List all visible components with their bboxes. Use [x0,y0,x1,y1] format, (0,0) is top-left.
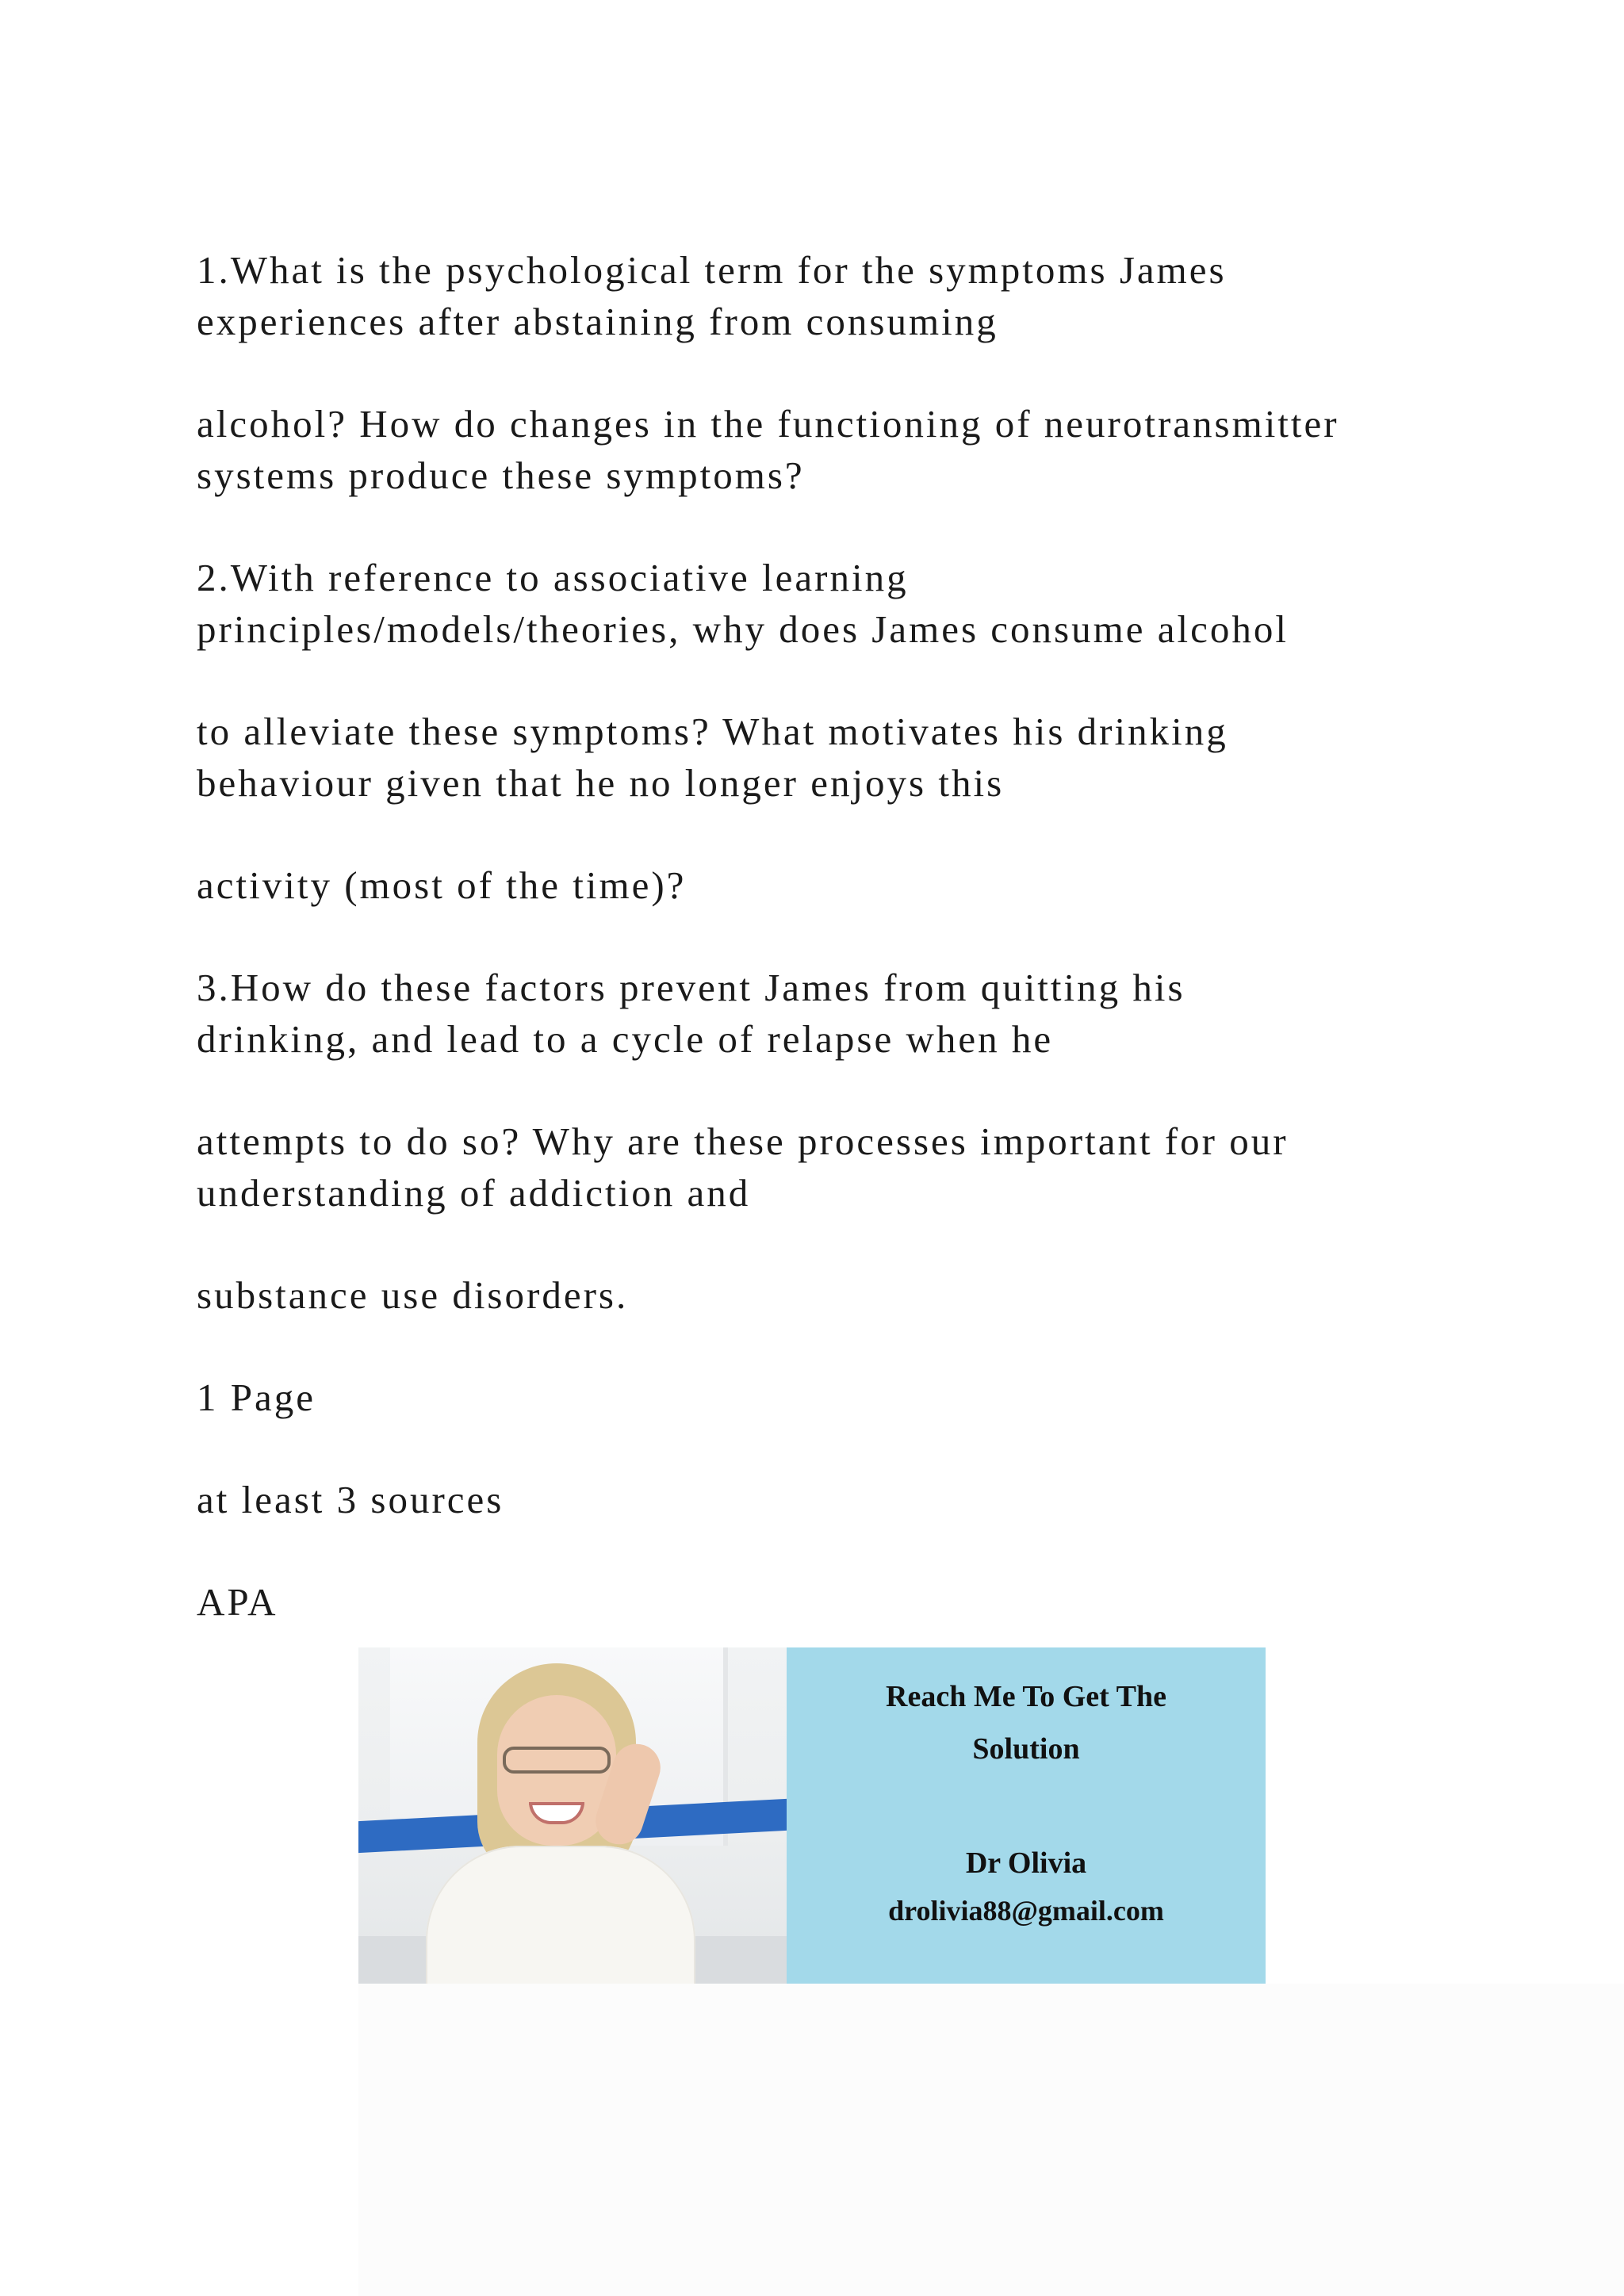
paragraph-q1-part2: alcohol? How do changes in the functioning of neurotransmitter systems produce these symptoms? [197,402,1339,497]
paragraph-q3-part3: substance use disorders. [197,1273,629,1317]
paragraph-q3-part1: 3.How do these factors prevent James from quitting his drinking, and lead to a cycle of relapse when he [197,966,1185,1061]
smiling-woman-photo [358,1647,787,1984]
banner-headline-line1: Reach Me To Get The [886,1680,1166,1713]
paragraph-q2-part2: to alleviate these symptoms? What motivates his drinking behaviour given that he no longer enjoys this [197,710,1228,805]
contact-email[interactable]: drolivia88@gmail.com [888,1895,1164,1927]
blank-image-area [358,1984,1624,2296]
paragraph-q3-part2: attempts to do so? Why are these processes important for our understanding of addiction and [197,1119,1289,1215]
question-text-block [197,244,1497,1678]
paragraph-q1-part1: 1.What is the psychological term for the symptoms James experiences after abstaining from consuming [197,248,1227,343]
contact-name: Dr Olivia [965,1846,1087,1880]
contact-banner [358,1647,1266,1984]
sources-requirement: at least 3 sources [197,1478,504,1521]
paragraph-q2-part1: 2.With reference to associative learning principles/models/theories, why does James consume alcohol [197,556,1289,651]
page-count-requirement: 1 Page [197,1376,316,1419]
paragraph-q2-part3: activity (most of the time)? [197,863,687,907]
banner-headline-line2: Solution [972,1732,1080,1766]
glasses-icon [503,1747,611,1774]
format-requirement: APA [197,1580,278,1624]
contact-card [787,1647,1266,1984]
